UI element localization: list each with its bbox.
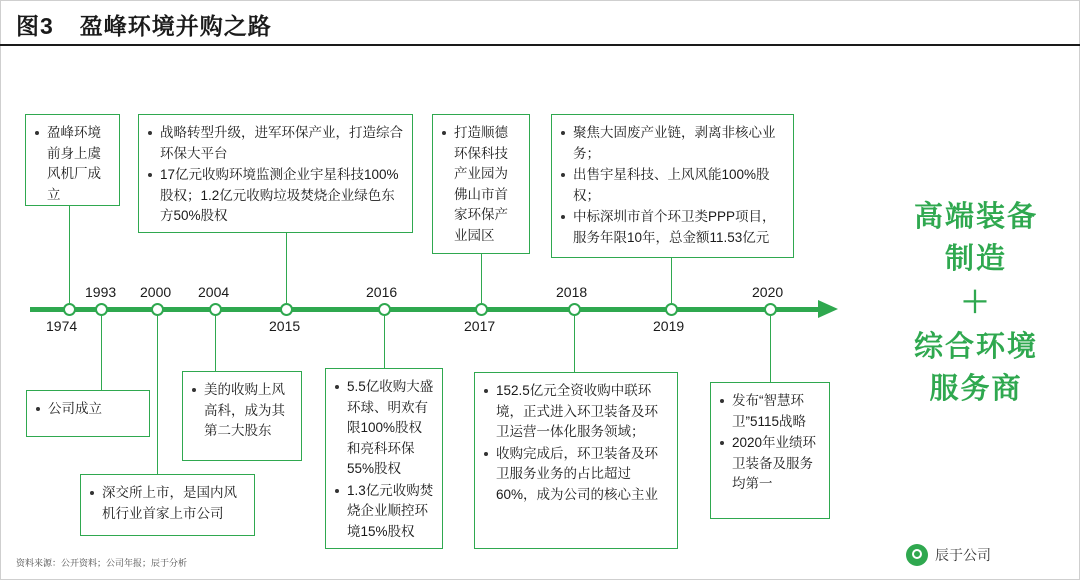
milestone-item: 2020年业绩环卫装备及服务均第一 (719, 433, 821, 495)
timeline-node-2018[interactable] (568, 303, 581, 316)
year-label-1974: 1974 (46, 318, 78, 334)
milestone-box-1993[interactable] (26, 390, 150, 437)
year-label-2017: 2017 (464, 318, 496, 334)
year-label-2004: 2004 (198, 284, 230, 300)
timeline-axis (30, 307, 820, 312)
milestone-item: 公司成立 (35, 399, 141, 420)
figure-label: 图3 (16, 13, 54, 39)
brand-badge[interactable] (900, 540, 1066, 570)
timeline-node-1993[interactable] (95, 303, 108, 316)
connector-1993 (101, 316, 102, 390)
milestone-item: 深交所上市，是国内风机行业首家上市公司 (89, 483, 246, 524)
brand-name: 辰于公司 (935, 547, 991, 563)
slogan-line-1: 高端装备 (913, 201, 1038, 233)
slogan-block (880, 196, 1072, 410)
connector-2018 (574, 316, 575, 372)
year-label-2016: 2016 (366, 284, 398, 300)
brand-logo-icon (906, 544, 928, 566)
milestone-box-2020[interactable] (710, 382, 830, 519)
source-note: 资料来源：公开资料；公司年报；辰于分析 (16, 558, 188, 568)
connector-2017 (481, 254, 482, 303)
timeline-node-1974[interactable] (63, 303, 76, 316)
connector-2000 (157, 316, 158, 474)
slogan-line-3: 综合环境 (913, 331, 1038, 364)
milestone-box-2018[interactable] (474, 372, 678, 549)
milestone-box-2004[interactable] (182, 371, 302, 461)
title-main: 盈峰环境并购之路 (79, 13, 272, 39)
timeline-node-2004[interactable] (209, 303, 222, 316)
milestone-item: 5.5亿收购大盛环球、明欢有限100%股权和亮科环保55%股权 (334, 377, 434, 480)
year-label-2015: 2015 (269, 318, 301, 334)
year-label-2000: 2000 (140, 284, 172, 300)
connector-2019 (671, 258, 672, 303)
timeline-node-2016[interactable] (378, 303, 391, 316)
timeline-node-2017[interactable] (475, 303, 488, 316)
milestone-box-2016[interactable] (325, 368, 443, 549)
year-label-2018: 2018 (556, 284, 588, 300)
year-label-2019: 2019 (653, 318, 685, 334)
milestone-item: 发布“智慧环卫”5115战略 (719, 391, 821, 432)
year-label-1993: 1993 (85, 284, 117, 300)
connector-2004 (215, 316, 216, 371)
title-bar (0, 0, 1080, 46)
milestone-item: 战略转型升级，进军环保产业，打造综合环保大平台 (147, 123, 404, 164)
connector-2016 (384, 316, 385, 368)
milestone-box-2015[interactable] (138, 114, 413, 233)
milestone-item: 17亿元收购环境监测企业宇星科技100%股权；1.2亿元收购垃圾焚烧企业绿色东方50%股权 (147, 165, 404, 227)
year-label-2020: 2020 (752, 284, 784, 300)
milestone-box-2019[interactable] (551, 114, 794, 258)
milestone-item: 美的收购上风高科，成为其第二大股东 (191, 380, 293, 442)
timeline-node-2020[interactable] (764, 303, 777, 316)
milestone-item: 盈峰环境前身上虞风机厂成立 (34, 123, 111, 205)
timeline-arrow-icon (818, 300, 838, 318)
timeline-node-2019[interactable] (665, 303, 678, 316)
milestone-item: 聚焦大固废产业链，剥离非核心业务； (560, 123, 785, 164)
connector-2015 (286, 233, 287, 303)
milestone-item: 152.5亿元全资收购中联环境，正式进入环卫装备及环卫运营一体化服务领域； (483, 381, 669, 443)
slogan-plus: ＋ (960, 287, 992, 320)
timeline-node-2015[interactable] (280, 303, 293, 316)
milestone-box-2000[interactable] (80, 474, 255, 536)
milestone-item: 中标深圳市首个环卫类PPP项目，服务年限10年，总金额11.53亿元 (560, 207, 785, 248)
milestone-box-1974[interactable] (25, 114, 120, 206)
timeline-node-2000[interactable] (151, 303, 164, 316)
milestone-item: 打造顺德环保科技产业园为佛山市首家环保产业园区 (441, 123, 521, 246)
milestone-item: 1.3亿元收购焚烧企业顺控环境15%股权 (334, 481, 434, 543)
milestone-box-2017[interactable] (432, 114, 530, 254)
slogan-line-2: 制造 (944, 243, 1007, 276)
connector-2020 (770, 316, 771, 382)
milestone-item: 收购完成后，环卫装备及环卫服务业务的占比超过60%，成为公司的核心主业 (483, 444, 669, 506)
page-title (16, 8, 272, 41)
slogan-line-4: 服务商 (929, 373, 1023, 406)
connector-1974 (69, 206, 70, 303)
milestone-item: 出售宇星科技、上风风能100%股权； (560, 165, 785, 206)
